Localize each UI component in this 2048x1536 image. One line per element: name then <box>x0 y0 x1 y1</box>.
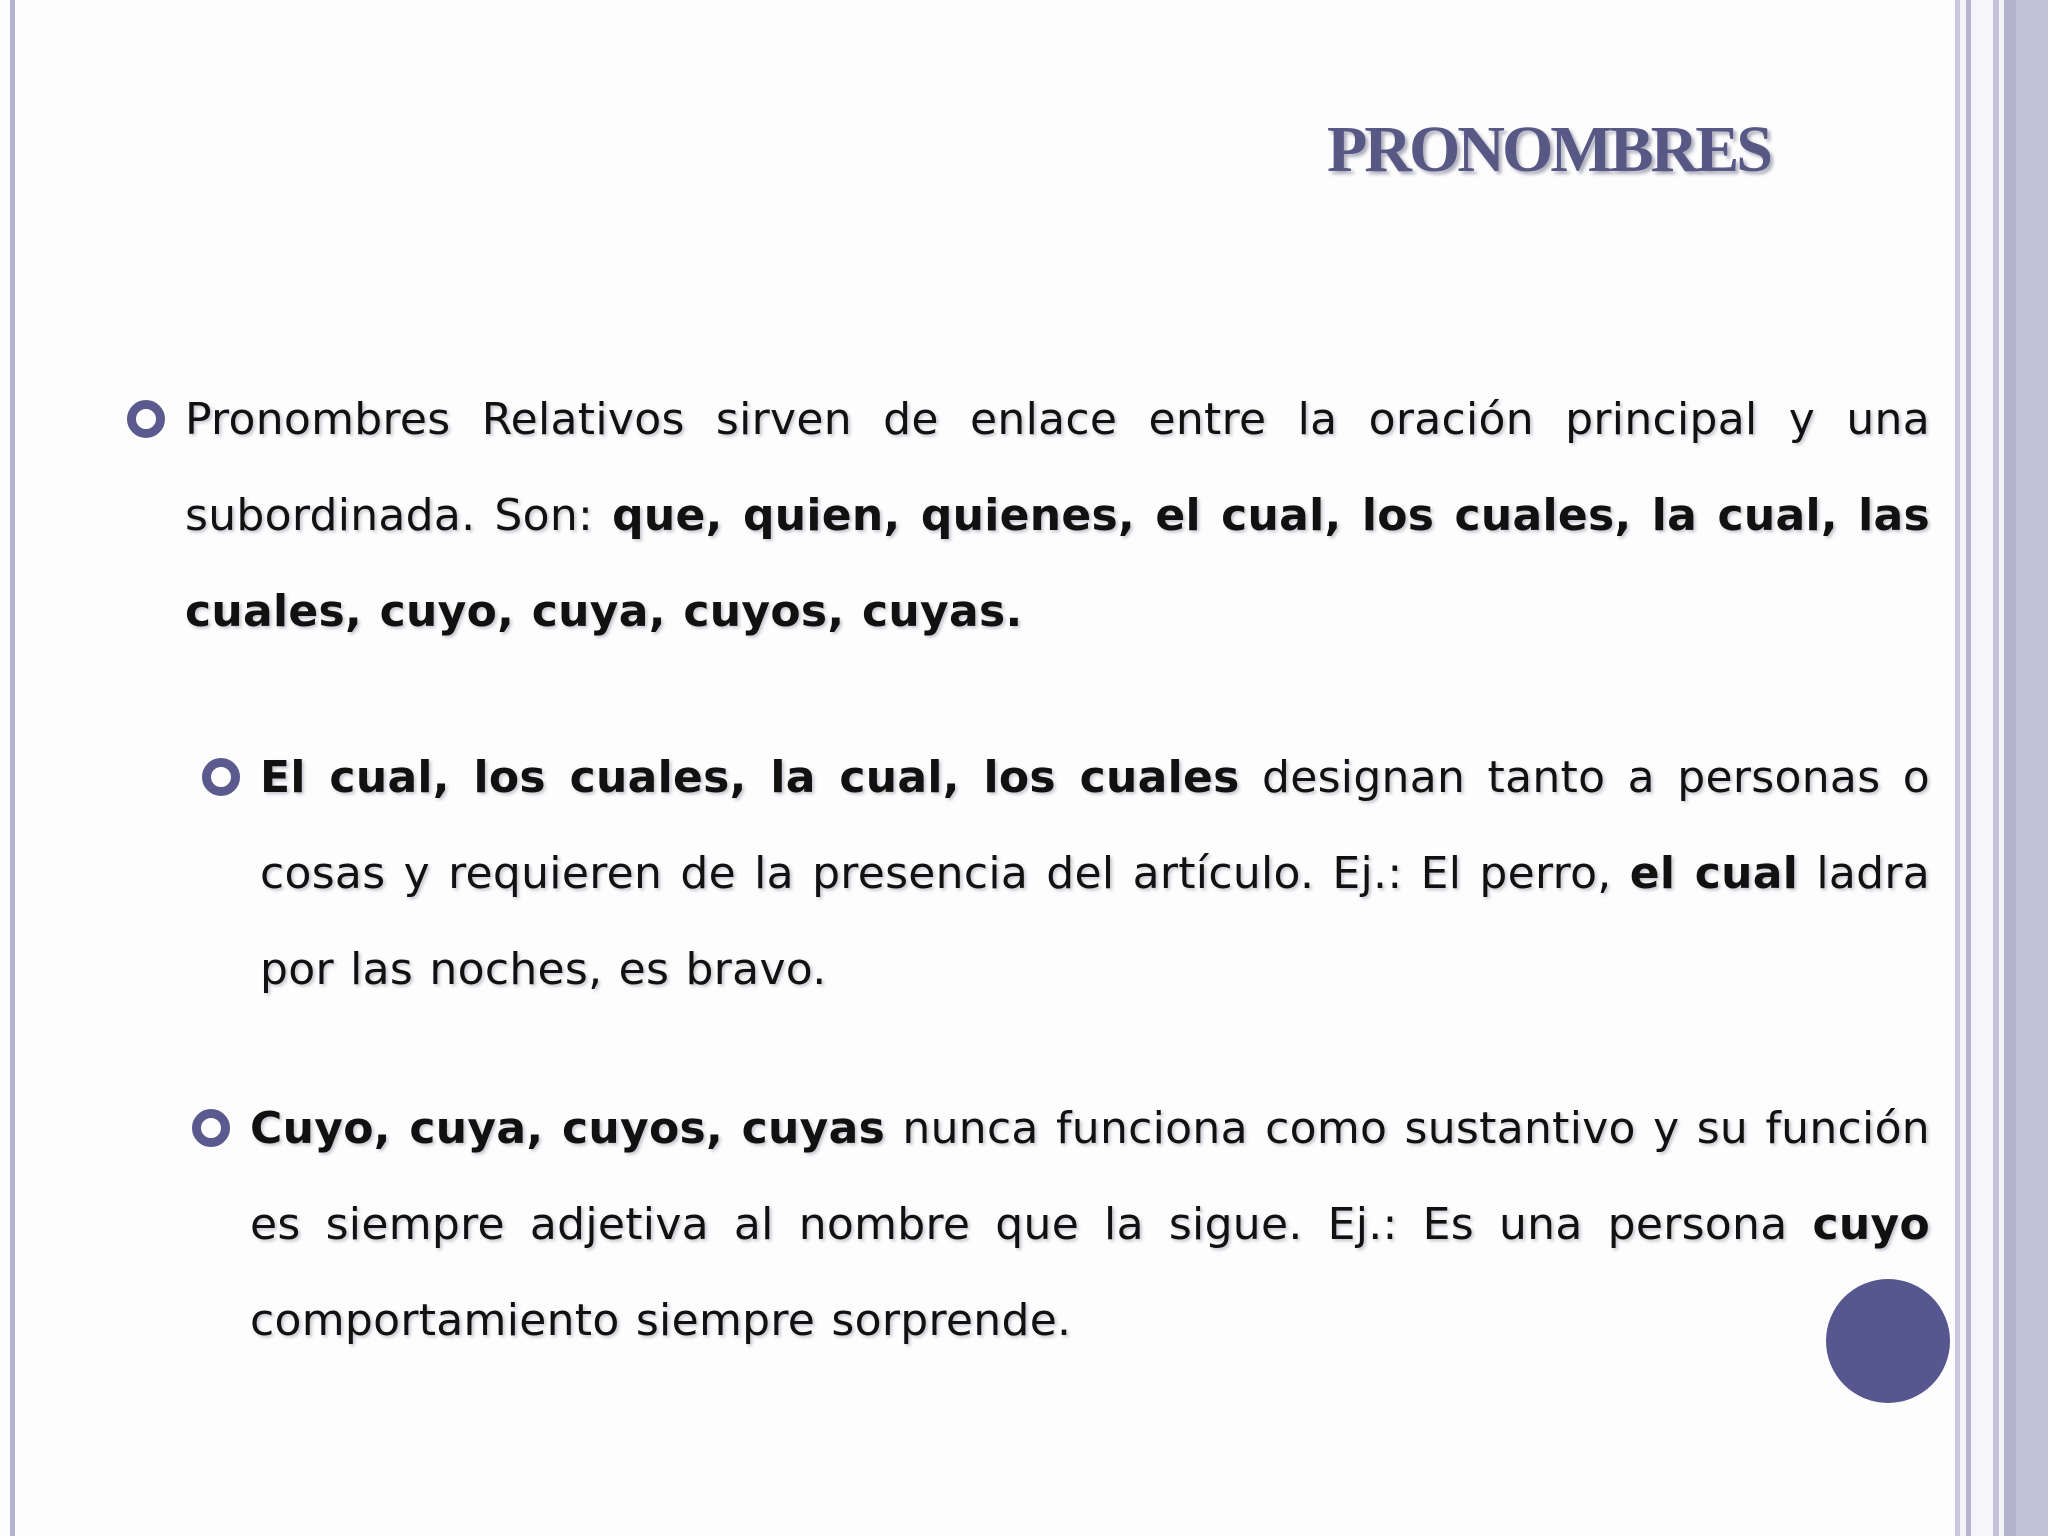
bullet-3-run-3: cuyo <box>1812 1199 1930 1250</box>
decorative-circle <box>1826 1279 1950 1403</box>
bullet-1-icon <box>127 400 165 438</box>
bullet-3-run-2: nunca funciona como sustantivo y su función es siempre adjetiva al nombre que la sigue. Ej.: Es una persona <box>250 1103 1930 1250</box>
bullet-3-run-1: Cuyo, cuya, cuyos, cuyas <box>250 1103 886 1154</box>
bullet-2-run-4: ladra por las noches, es bravo. <box>260 848 1930 995</box>
slide-title: PRONOMBRES <box>1326 113 1770 186</box>
bullet-2-text <box>260 730 1930 1018</box>
bullet-3-icon <box>192 1109 230 1147</box>
bullet-1-run-1: Pronombres Relativos sirven de enlace entre la oración principal y una subordinada. Son: <box>185 394 1930 541</box>
bullet-2-icon <box>202 758 240 796</box>
bullet-1-run-2: que, quien, quienes, el cual, los cuales, la cual, las cuales, cuyo, cuya, cuyos, cuyas. <box>185 490 1930 637</box>
left-border-line <box>10 0 15 1536</box>
bullet-2-run-2: designan tanto a personas o cosas y requieren de la presencia del artículo. Ej.: El perro, <box>260 752 1930 899</box>
bullet-3-run-4: comportamiento siempre sorprende. <box>250 1295 1072 1346</box>
bullet-2-run-3: el cual <box>1629 848 1799 899</box>
bullet-1-text <box>185 372 1930 660</box>
right-decorative-band <box>1955 0 2048 1536</box>
bullet-3-text <box>250 1081 1930 1369</box>
bullet-2-run-1: El cual, los cuales, la cual, los cuales <box>260 752 1240 803</box>
